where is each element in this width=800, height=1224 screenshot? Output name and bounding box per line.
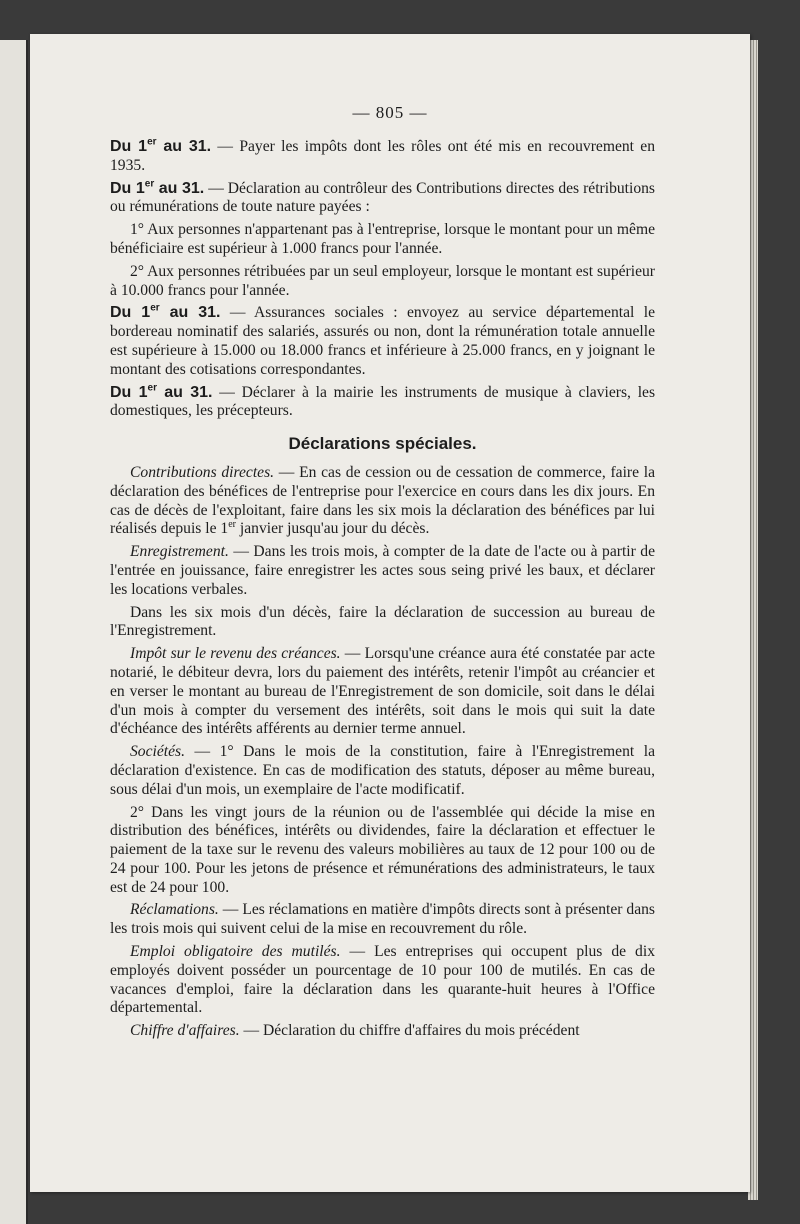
document-page xyxy=(30,34,750,1192)
entry-2 xyxy=(110,180,655,218)
entry-item-2: 2° Aux personnes rétribuées par un seul employeur, lorsque le montant est supérieur à 10.000 francs pour l'année. xyxy=(110,262,655,299)
reclamations-paragraph: Réclamations. — Les réclamations en matière d'impôts directs sont à présenter dans les trois mois qui suivent celui de la mise en recouvrement du rôle. xyxy=(110,901,655,938)
entry-date: Du 1er au 31. xyxy=(110,382,213,401)
enregistrement-label: Enregistrement. xyxy=(130,543,229,561)
reclamations-label: Réclamations. xyxy=(130,901,219,919)
chiffre-paragraph: Chiffre d'affaires. — Déclaration du chiffre d'affaires du mois précédent xyxy=(130,1022,580,1040)
entry-1 xyxy=(110,138,655,176)
adjacent-page-edge xyxy=(0,40,28,1224)
entry-date: Du 1er au 31. xyxy=(110,303,221,322)
entry-text: — Payer les impôts dont les rôles ont été mis en recouvrement en 1935. xyxy=(110,138,656,174)
emploi-label: Emploi obligatoire des mutilés. xyxy=(130,943,341,961)
societes-label: Sociétés. xyxy=(130,743,185,761)
entry-text: — Assurances sociales : envoyez au service départemental le bordereau nominatif des salariés, assurés ou non, dont la rémunération totale annuelle est supérieure à 15.000 ou 18.000 francs et inférieure à 25.000 francs, en y joignant le montant des cotisations correspondantes. xyxy=(110,304,655,378)
societes-paragraph-2: 2° Dans les vingt jours de la réunion ou de l'assemblée qui décide la mise en distribution des bénéfices, intérêts ou dividendes, faire la déclaration et effectuer le paiement de la taxe sur le revenu des valeurs mobilières au taux de 12 pour 100 ou de 24 pour 100. Pour les jetons de présence et rémunérations des administrateurs, le taux est de 24 pour 100. xyxy=(110,803,655,896)
entry-4 xyxy=(110,384,655,422)
contributions-paragraph: Contributions directes. — En cas de cession ou de cessation de commerce, faire la déclaration des bénéfices de l'entreprise pour l'exercice en cours dans les dix jours. En cas de décès de l'exploitant, faire dans les six mois la déclaration des bénéfices par lui réalisés depuis le 1er janvier jusqu'au jour du décès. xyxy=(110,463,655,538)
entry-text: — Déclaration au contrôleur des Contributions directes des rétributions ou rémunérations de toute nature payées : xyxy=(110,179,655,216)
entry-item-1: 1° Aux personnes n'appartenant pas à l'entreprise, lorsque le montant pour un même bénéficiaire est supérieur à 1.000 francs pour l'année. xyxy=(110,221,655,257)
societes-paragraph: Sociétés. — 1° Dans le mois de la constitution, faire à l'Enregistrement la déclaration d'existence. En cas de modification des statuts, déposer au même bureau, sous délai d'un mois, un exemplaire de l'acte modificatif. xyxy=(110,743,655,798)
enregistrement-paragraph: Enregistrement. — Dans les trois mois, à compter de la date de l'acte ou à partir de l'entrée en jouissance, faire enregistrer les actes sous seing privé les baux, et déclarer les locations verbales. xyxy=(110,543,655,598)
enregistrement-paragraph-2: Dans les six mois d'un décès, faire la déclaration de succession au bureau de l'Enregistrement. xyxy=(110,603,655,640)
entry-text: — Déclarer à la mairie les instruments de musique à claviers, les domestiques, les précepteurs. xyxy=(110,383,656,420)
impot-paragraph: Impôt sur le revenu des créances. — Lorsqu'une créance aura été constatée par acte notarié, le débiteur devra, lors du paiement des intérêts, retenir l'impôt au créancier et en verser le montant au bureau de l'Enregistrement de son domicile, soit dans le délai d'un mois à compter du versement des intérêts, soit dans le mois qui suit la date d'échéance des intérêts afférents au dernier terme annuel. xyxy=(110,645,655,738)
impot-label: Impôt sur le revenu des créances. xyxy=(130,645,341,663)
entry-3 xyxy=(110,304,655,379)
emploi-paragraph: Emploi obligatoire des mutilés. — Les entreprises qui occupent plus de dix employés doivent posséder un pourcentage de 10 pour 100 de mutilés. En cas de vacances d'emploi, faire la déclaration dans les quarante-huit heures à l'Office départemental. xyxy=(110,943,655,1017)
entry-date: Du 1er au 31. xyxy=(110,178,205,197)
entry-date: Du 1er au 31. xyxy=(110,136,212,155)
chiffre-label: Chiffre d'affaires. xyxy=(130,1022,240,1040)
section-title: Déclarations spéciales. xyxy=(288,434,477,454)
page-content xyxy=(110,138,655,1045)
contributions-label: Contributions directes. xyxy=(130,463,275,481)
page-number: — 805 — xyxy=(352,103,428,122)
